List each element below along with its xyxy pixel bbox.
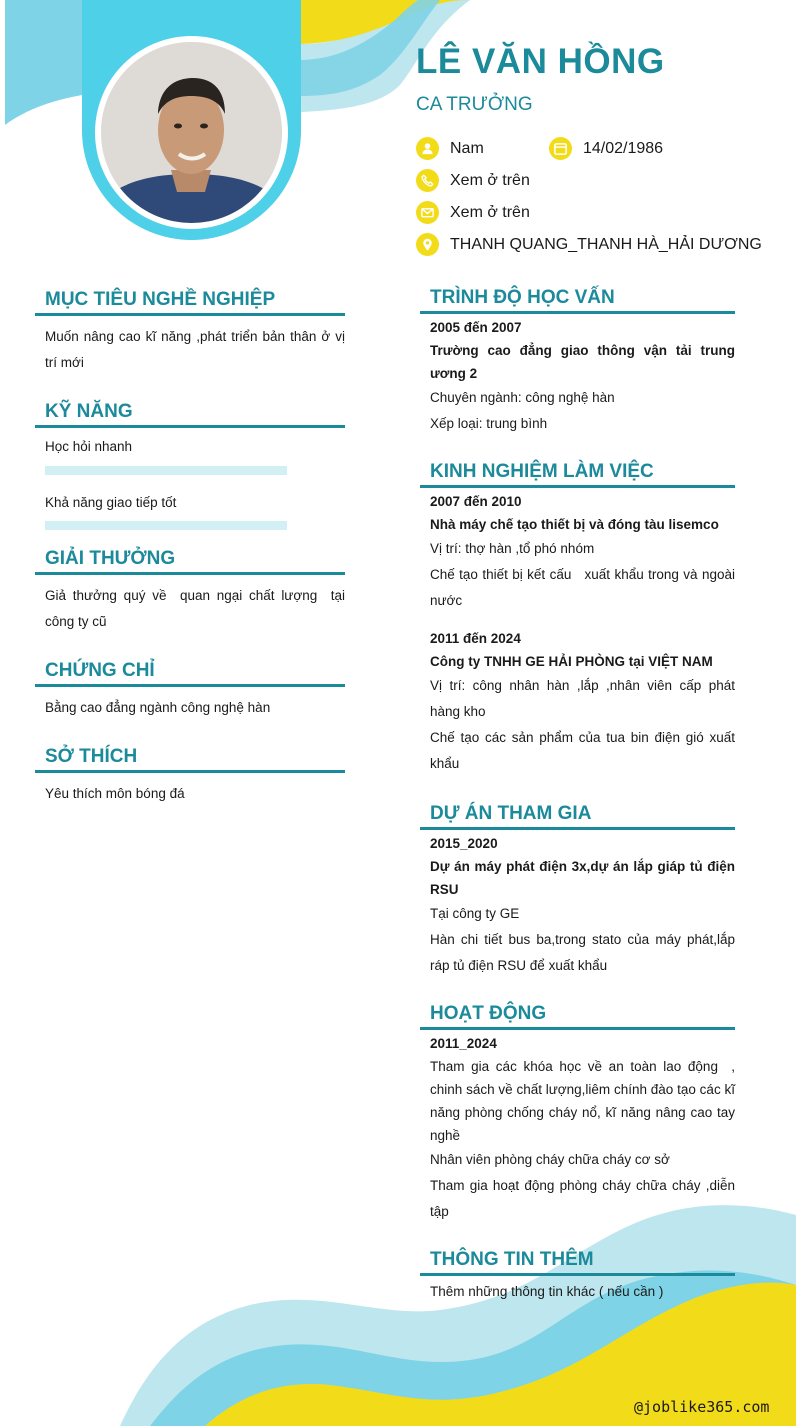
job-dates: 2011 đến 2024 [430, 631, 521, 646]
mail-icon [416, 201, 439, 224]
candidate-role: CA TRƯỞNG [416, 94, 533, 115]
user-icon [416, 137, 439, 160]
project-place: Tại công ty GE [430, 906, 520, 921]
awards-section [35, 548, 349, 635]
phone-row [416, 169, 530, 192]
birthdate-row [549, 137, 663, 160]
project-dates: 2015_2020 [430, 836, 498, 851]
profile-photo [101, 42, 282, 223]
gender-value: Nam [450, 139, 484, 157]
projects-section [420, 803, 735, 979]
address-row [416, 233, 762, 256]
job-description: Chế tạo thiết bị kết cấu xuất khẩu trong và ngoài nước [430, 567, 739, 608]
address-value: THANH QUANG_THANH HÀ_HẢI DƯƠNG [450, 235, 762, 253]
objective-text: Muốn nâng cao kĩ năng ,phát triển bản thân ở vị trí mới [45, 329, 345, 370]
skills-section [35, 401, 345, 530]
education-major: Chuyên ngành: công nghệ hàn [430, 390, 615, 405]
experience-section [420, 461, 739, 777]
extra-info-text: Thêm những thông tin khác ( nếu cần ) [430, 1284, 664, 1299]
project-description: Hàn chi tiết bus ba,trong stato của máy phát,lắp ráp tủ điện RSU để xuất khẩu [430, 932, 735, 973]
activity-dates: 2011_2024 [430, 1036, 497, 1051]
project-name: Dự án máy phát điện 3x,dự án lắp giáp tủ điện RSU [430, 859, 735, 897]
education-school: Trường cao đẳng giao thông vận tải trung ương 2 [430, 343, 735, 381]
hobbies-text: Yêu thích môn bóng đá [45, 786, 185, 801]
hobbies-section [35, 746, 345, 807]
job-position: Vị trí: công nhân hàn ,lắp ,nhân viên cấp phát hàng kho [430, 678, 735, 719]
hobbies-title: SỞ THÍCH [35, 746, 345, 773]
skill-bar [45, 466, 287, 475]
skill-label: Học hỏi nhanh [45, 439, 133, 454]
job-position: Vị trí: thợ hàn ,tổ phó nhóm [430, 541, 595, 556]
certificates-section [35, 660, 345, 721]
skill-label: Khả năng giao tiếp tốt [45, 495, 177, 510]
email-value: Xem ở trên [450, 203, 530, 221]
calendar-icon [549, 137, 572, 160]
activity-item: Tham gia các khóa học về an toàn lao động , chinh sách về chất lượng,liêm chính đào tạo các kĩ năng phòng chống cháy nổ, kĩ năng nâng cao tay nghề [430, 1059, 739, 1143]
activity-item: Nhân viên phòng cháy chữa cháy cơ sở [430, 1152, 670, 1167]
skill-bar [45, 521, 287, 530]
projects-title: DỰ ÁN THAM GIA [420, 803, 735, 830]
education-title: TRÌNH ĐỘ HỌC VẤN [420, 287, 735, 314]
experience-title: KINH NGHIỆM LÀM VIỆC [420, 461, 735, 488]
job-company: Công ty TNHH GE HẢI PHÒNG tại VIỆT NAM [430, 654, 713, 669]
awards-title: GIẢI THƯỞNG [35, 548, 345, 575]
extra-info-section [420, 1249, 735, 1305]
phone-icon [416, 169, 439, 192]
objective-section [35, 289, 345, 376]
activities-title: HOẠT ĐỘNG [420, 1003, 735, 1030]
activity-item: Tham gia hoạt động phòng cháy chữa cháy ,diễn tập [430, 1178, 735, 1219]
activities-section [420, 1003, 739, 1225]
skills-title: KỸ NĂNG [35, 401, 345, 428]
job-description: Chế tạo các sản phẩm của tua bin điện gió xuất khẩu [430, 730, 735, 771]
education-dates: 2005 đến 2007 [430, 320, 522, 335]
objective-title: MỤC TIÊU NGHỀ NGHIỆP [35, 289, 345, 316]
education-section [420, 287, 735, 437]
location-pin-icon [416, 233, 439, 256]
awards-text: Giả thưởng quý về quan ngại chất lượng tại công ty cũ [45, 588, 349, 629]
birthdate-value: 14/02/1986 [583, 139, 664, 157]
certificates-title: CHỨNG CHỈ [35, 660, 345, 687]
job-dates: 2007 đến 2010 [430, 494, 522, 509]
certificates-text: Bằng cao đẳng ngành công nghệ hàn [45, 700, 271, 715]
candidate-name: LÊ VĂN HỒNG [416, 42, 665, 81]
email-row [416, 201, 530, 224]
phone-value: Xem ở trên [450, 171, 530, 189]
gender-row [416, 137, 484, 160]
education-grade: Xếp loại: trung bình [430, 416, 548, 431]
watermark-link[interactable]: @joblike365.com [634, 1398, 770, 1416]
extra-info-title: THÔNG TIN THÊM [420, 1249, 735, 1276]
job-company: Nhà máy chế tạo thiết bị và đóng tàu lisemco [430, 517, 719, 532]
